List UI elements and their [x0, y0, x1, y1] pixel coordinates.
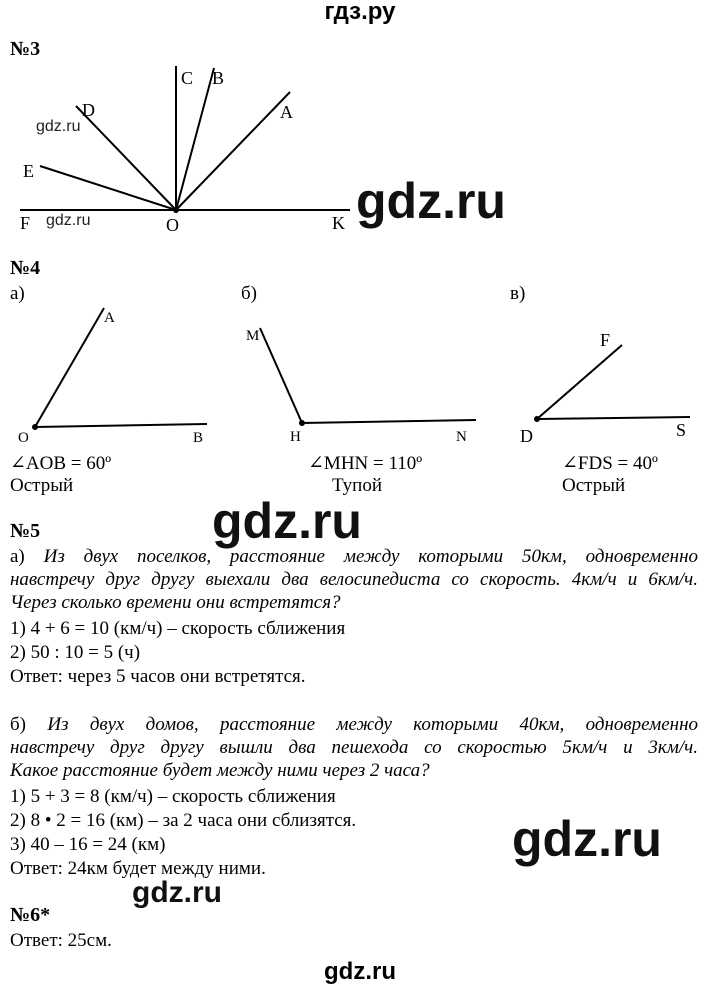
ray-ds-4c	[537, 417, 690, 419]
ray-oa-4a	[35, 308, 104, 427]
task5-a-step1: 1) 4 + 6 = 10 (км/ч) – скорость сближения	[10, 618, 346, 639]
task5-a-line3: Через сколько времени они встретятся?	[10, 592, 341, 613]
task5-b-line2: навстречу друг другу вышли два пешехода со скоростью 5км/ч и 3км/ч.	[10, 737, 698, 758]
task5-a-line1	[10, 545, 698, 568]
task5-b-answer: Ответ: 24км будет между ними.	[10, 858, 266, 879]
ray-oa	[176, 92, 290, 210]
task4-b-type: Тупой	[332, 475, 382, 496]
task5-b-line1	[10, 713, 698, 736]
label-f: F	[20, 213, 31, 233]
label-s-4c: S	[676, 420, 687, 440]
label-h-4b: H	[290, 429, 301, 445]
task5-a-letter: а)	[10, 546, 25, 567]
task4-b-angle: ∠MHN = 110º	[308, 453, 423, 474]
task4-c-letter: в)	[510, 283, 526, 304]
point-d-4c	[534, 416, 540, 422]
task5-a-text1: Из двух поселков, расстояние между которыми 50км, одновременно	[43, 546, 699, 567]
task4-c-type: Острый	[562, 475, 626, 496]
label-m-4b: M	[246, 328, 260, 344]
ray-ob-4a	[35, 424, 207, 427]
watermark: gdz.ru	[46, 212, 91, 229]
task5-number: №5	[10, 520, 41, 542]
label-n-4b: N	[456, 429, 467, 445]
watermark: gdz.ru	[212, 493, 362, 549]
task5-b-text1: Из двух домов, расстояние между которыми 40км, одновременно	[47, 714, 698, 735]
ray-hm-4b	[260, 328, 302, 423]
label-a: A	[280, 102, 293, 122]
point-o	[173, 207, 179, 213]
watermark: gdz.ru	[132, 876, 222, 909]
task4-c-angle: ∠FDS = 40º	[562, 453, 658, 474]
label-d: D	[82, 100, 95, 120]
task5-a-step2: 2) 50 : 10 = 5 (ч)	[10, 642, 141, 663]
label-a-4a: A	[104, 310, 115, 326]
point-h-4b	[299, 420, 305, 426]
task4-a-letter: а)	[10, 283, 25, 304]
label-e: E	[23, 161, 34, 181]
task5-a-answer: Ответ: через 5 часов они встретятся.	[10, 666, 306, 687]
task5-b-step2: 2) 8 • 2 = 16 (км) – за 2 часа они сблизятся.	[10, 810, 357, 831]
task4-number: №4	[10, 257, 41, 279]
task5-b-line3: Какое расстояние будет между ними через 2 часа?	[10, 760, 430, 781]
task4-a-angle: ∠AOB = 60º	[10, 453, 112, 474]
watermark: gdz.ru	[36, 118, 81, 135]
site-header: гдз.ру	[324, 0, 396, 25]
task4-a-type: Острый	[10, 475, 74, 496]
label-d-4c: D	[520, 426, 533, 446]
ray-df-4c	[537, 345, 622, 419]
ray-ob	[176, 68, 214, 210]
watermark: gdz.ru	[512, 811, 662, 867]
label-k: K	[332, 213, 345, 233]
label-o: O	[166, 215, 179, 235]
task6-answer: Ответ: 25см.	[10, 930, 112, 951]
label-c: C	[181, 68, 194, 88]
label-o-4a: O	[18, 430, 29, 446]
watermark: gdz.ru	[324, 958, 396, 985]
ray-hn-4b	[302, 420, 476, 423]
task5-b-step1: 1) 5 + 3 = 8 (км/ч) – скорость сближения	[10, 786, 336, 807]
label-b: B	[212, 68, 225, 88]
task5-a-line2: навстречу друг другу выехали два велосипедиста со скорость. 4км/ч и 6км/ч.	[10, 569, 698, 590]
task4-b-letter: б)	[241, 283, 257, 304]
point-o-4a	[32, 424, 38, 430]
watermark: gdz.ru	[356, 173, 506, 229]
task5-b-step3: 3) 40 – 16 = 24 (км)	[10, 834, 166, 855]
label-b-4a: B	[193, 430, 204, 446]
task3-number: №3	[10, 38, 41, 60]
task5-b-letter: б)	[10, 714, 26, 735]
label-f-4c: F	[600, 330, 611, 350]
task6-number: №6*	[10, 904, 51, 926]
